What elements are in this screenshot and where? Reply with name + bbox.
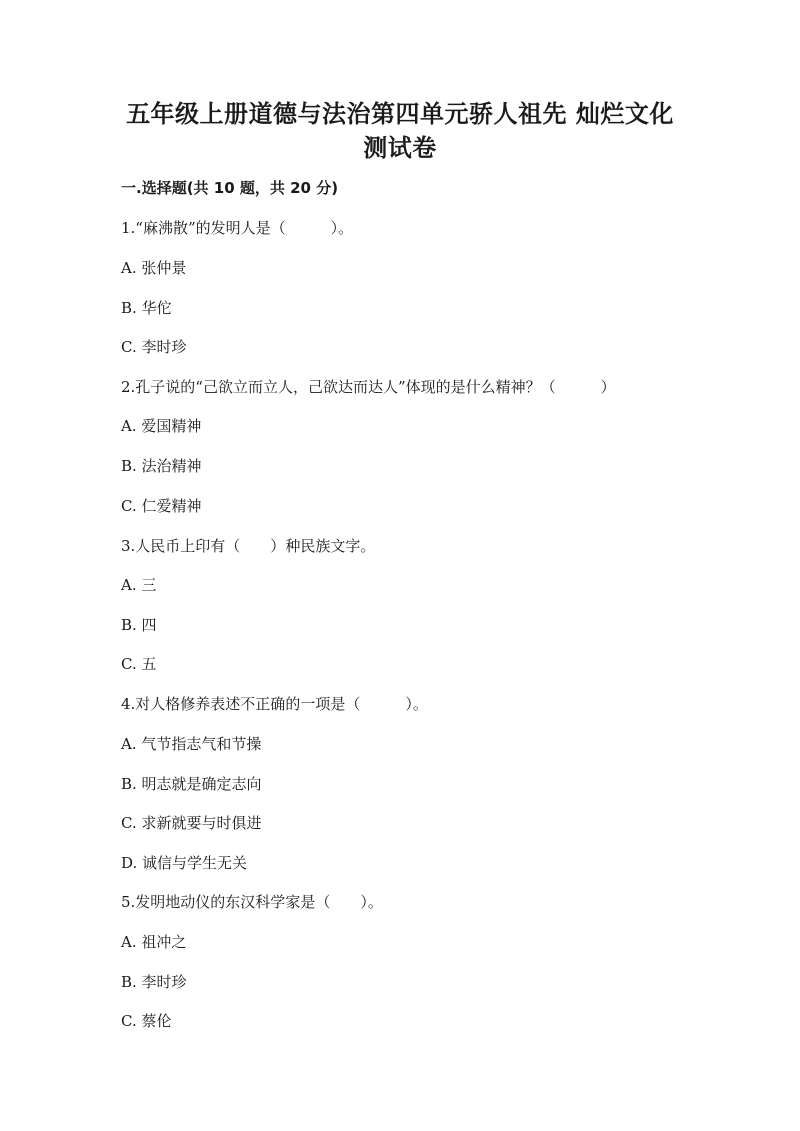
question-5-option-b: B. 李时珍 [121,973,187,991]
question-2-option-a: A. 爱国精神 [121,417,202,435]
question-4-option-a: A. 气节指志气和节操 [121,735,262,753]
question-4-option-d: D. 诚信与学生无关 [121,854,248,872]
question-1-option-a: A. 张仲景 [121,259,187,277]
question-3-option-a: A. 三 [121,576,157,594]
question-1-stem: 1.“麻沸散”的发明人是（ ）。 [121,219,354,237]
question-1-option-c: C. 李时珍 [121,338,187,356]
question-4-option-c: C. 求新就要与时俱进 [121,814,262,832]
question-1-option-b: B. 华佗 [121,299,172,317]
question-5-stem: 5.发明地动仪的东汉科学家是（ ）。 [121,893,383,911]
question-4-option-b: B. 明志就是确定志向 [121,775,262,793]
question-3-option-c: C. 五 [121,655,157,673]
section-heading: 一.选择题(共 10 题，共 20 分) [121,179,339,197]
question-3-stem: 3.人民币上印有（ ）种民族文字。 [121,537,376,555]
question-2-option-b: B. 法治精神 [121,457,202,475]
question-4-stem: 4.对人格修养表述不正确的一项是（ ）。 [121,695,428,713]
question-2-stem: 2.孔子说的“己欲立而立人，己欲达而达人”体现的是什么精神？（ ） [121,378,616,396]
question-5-option-c: C. 蔡伦 [121,1012,172,1030]
page-title: 五年级上册道德与法治第四单元骄人祖先 灿烂文化 [126,99,674,128]
question-5-option-a: A. 祖冲之 [121,933,187,951]
page-title-continued: 测试卷 [363,133,437,162]
question-3-option-b: B. 四 [121,616,157,634]
question-2-option-c: C. 仁爱精神 [121,497,202,515]
